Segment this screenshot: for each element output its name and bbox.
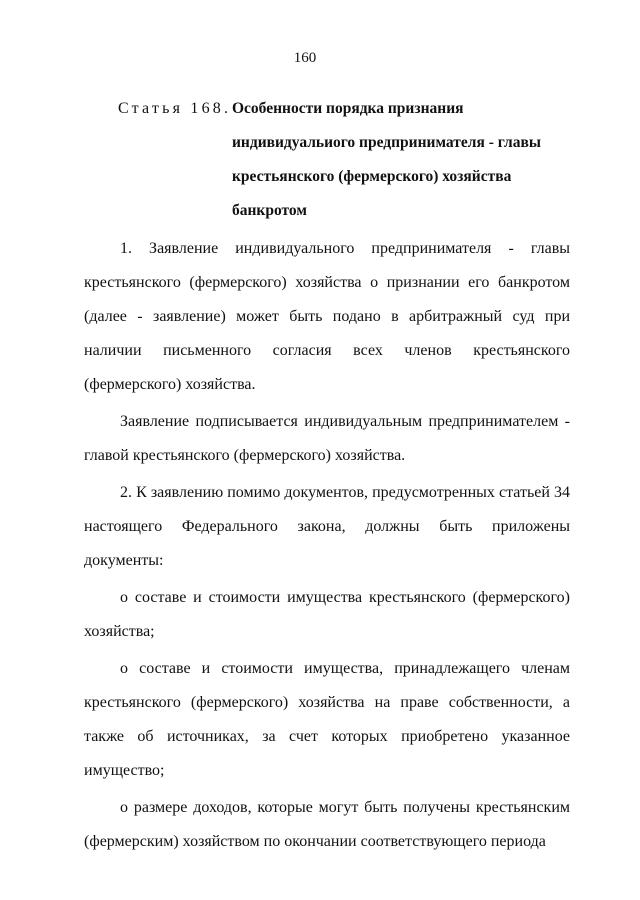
article-body <box>84 232 570 862</box>
paragraph-4: о составе и стоимости имущества крестьянского (фермерского) хозяйства; <box>84 589 570 640</box>
paragraph-3: 2. К заявлению помимо документов, предусмотренных статьей 34 настоящего Федерального закона, должны быть приложены документы: <box>84 484 570 569</box>
paragraph-1: 1. Заявление индивидуального предпринимателя - главы крестьянского (фермерского) хозяйства о признании его банкротом (далее - заявление) может быть подано в арбитражный суд при наличии письменного согласия всех членов крестьянского (фермерского) хозяйства. <box>84 240 570 393</box>
paragraph-5: о составе и стоимости имущества, принадлежащего членам крестьянского (фермерского) хозяйства на праве собственности, а также об источниках, за счет которых приобретено указанное имущество; <box>84 660 570 779</box>
paragraph-6: о размере доходов, которые могут быть получены крестьянским (фермерским) хозяйством по окончании соответствующего периода <box>84 799 570 850</box>
page-number: 160 <box>293 50 317 66</box>
article-title: Особенности порядка признания индивидуальиого предпринимателя - главы крестьянского (фермерского) хозяйства банкротом <box>232 100 541 219</box>
article-label: Статья 168. <box>118 100 232 117</box>
paragraph-2: Заявление подписывается индивидуальным предпринимателем - главой крестьянского (фермерского) хозяйства. <box>84 413 570 464</box>
